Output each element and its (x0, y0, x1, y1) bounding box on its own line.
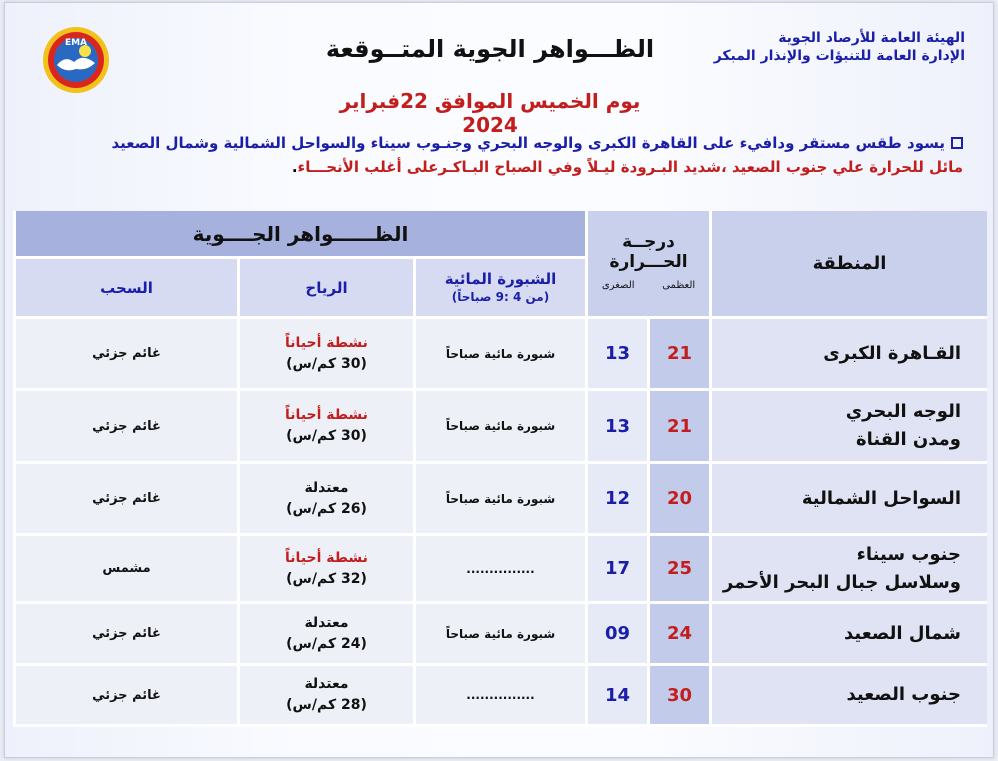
region-cell: شمال الصعيد (709, 604, 987, 666)
header-temperature-label: درجــة الحـــرارة (609, 231, 688, 272)
min-temp-cell: 17 (585, 536, 647, 604)
min-temp-cell: 14 (585, 666, 647, 727)
min-temp-cell: 13 (585, 391, 647, 464)
fog-cell: شبورة مائية صباحاً (413, 464, 585, 536)
org-line-2: الإدارة العامة للتنبؤات والإنذار المبكر (713, 48, 965, 64)
table-row (13, 464, 987, 536)
header-fog: الشبورة المائية (من 4 :9 صباحاً) (413, 259, 585, 319)
clouds-cell: غائم جزئي (13, 604, 237, 666)
min-temp-cell: 09 (585, 604, 647, 666)
wind-cell: معتدلة (26 كم/س) (237, 464, 413, 536)
summary-line-2: مائل للحرارة علي جنوب الصعيد ،شديد البـرودة ليـلاً وفي الصباح البـاكـرعلى أغلب الأنحـــاء (297, 158, 963, 176)
organization-name (714, 29, 965, 65)
wind-cell: نشطة أحياناً (30 كم/س) (237, 319, 413, 391)
fog-cell: ............... (413, 536, 585, 604)
region-cell: القـاهرة الكبرى (709, 319, 987, 391)
org-line-1: الهيئة العامة للأرصاد الجوية (778, 30, 965, 46)
forecast-date: يوم الخميس الموافق 22فبراير 2024 (339, 89, 641, 137)
min-temp-cell: 13 (585, 319, 647, 391)
max-temp-cell: 21 (647, 319, 709, 391)
max-temp-cell: 25 (647, 536, 709, 604)
fog-cell: شبورة مائية صباحاً (413, 604, 585, 666)
header-max: العظمى (662, 279, 696, 291)
table-row (13, 319, 987, 391)
clouds-cell: غائم جزئي (13, 666, 237, 727)
header-clouds: السحب (13, 259, 237, 319)
logo-text: EMA (64, 38, 88, 48)
wind-cell: معتدلة (28 كم/س) (237, 666, 413, 727)
header-fog-note: (من 4 :9 صباحاً) (451, 289, 550, 304)
region-cell: جنوب الصعيد (709, 666, 987, 727)
forecast-summary (63, 131, 963, 179)
max-temp-cell: 24 (647, 604, 709, 666)
table-row (13, 604, 987, 666)
ema-logo (41, 25, 111, 95)
region-cell: السواحل الشمالية (709, 464, 987, 536)
region-cell: الوجه البحري ومدن القناة (709, 391, 987, 464)
header-wind: الرياح (237, 259, 413, 319)
max-temp-cell: 20 (647, 464, 709, 536)
header-region: المنطقة (709, 211, 987, 319)
header-min: الصغرى (601, 279, 635, 291)
summary-line-1: يسود طقس مستقر ودافيء على القاهرة الكبرى والوجه البحري وجنـوب سيناء والسواحل الشمالية وشمال الصعيد (111, 134, 945, 152)
summary-line-2-end: . (291, 158, 298, 176)
wind-cell: نشطة أحياناً (30 كم/س) (237, 391, 413, 464)
table-row (13, 666, 987, 727)
max-temp-cell: 30 (647, 666, 709, 727)
clouds-cell: مشمس (13, 536, 237, 604)
table-row (13, 391, 987, 464)
table-row (13, 536, 987, 604)
header-phenomena: الظــــــواهر الجــــوية (13, 211, 585, 259)
forecast-table (13, 211, 987, 727)
header-temperature (585, 211, 709, 319)
min-temp-cell: 12 (585, 464, 647, 536)
checkbox-bullet-icon (951, 137, 963, 149)
max-temp-cell: 21 (647, 391, 709, 464)
clouds-cell: غائم جزئي (13, 464, 237, 536)
fog-cell: شبورة مائية صباحاً (413, 391, 585, 464)
forecast-page (4, 2, 994, 758)
wind-cell: معتدلة (24 كم/س) (237, 604, 413, 666)
clouds-cell: غائم جزئي (13, 391, 237, 464)
page-title: الظـــواهر الجوية المتــوقعة (325, 35, 655, 63)
region-cell: جنوب سيناء وسلاسل جبال البحر الأحمر (709, 536, 987, 604)
fog-cell: ............... (413, 666, 585, 727)
clouds-cell: غائم جزئي (13, 319, 237, 391)
fog-cell: شبورة مائية صباحاً (413, 319, 585, 391)
wind-cell: نشطة أحياناً (32 كم/س) (237, 536, 413, 604)
